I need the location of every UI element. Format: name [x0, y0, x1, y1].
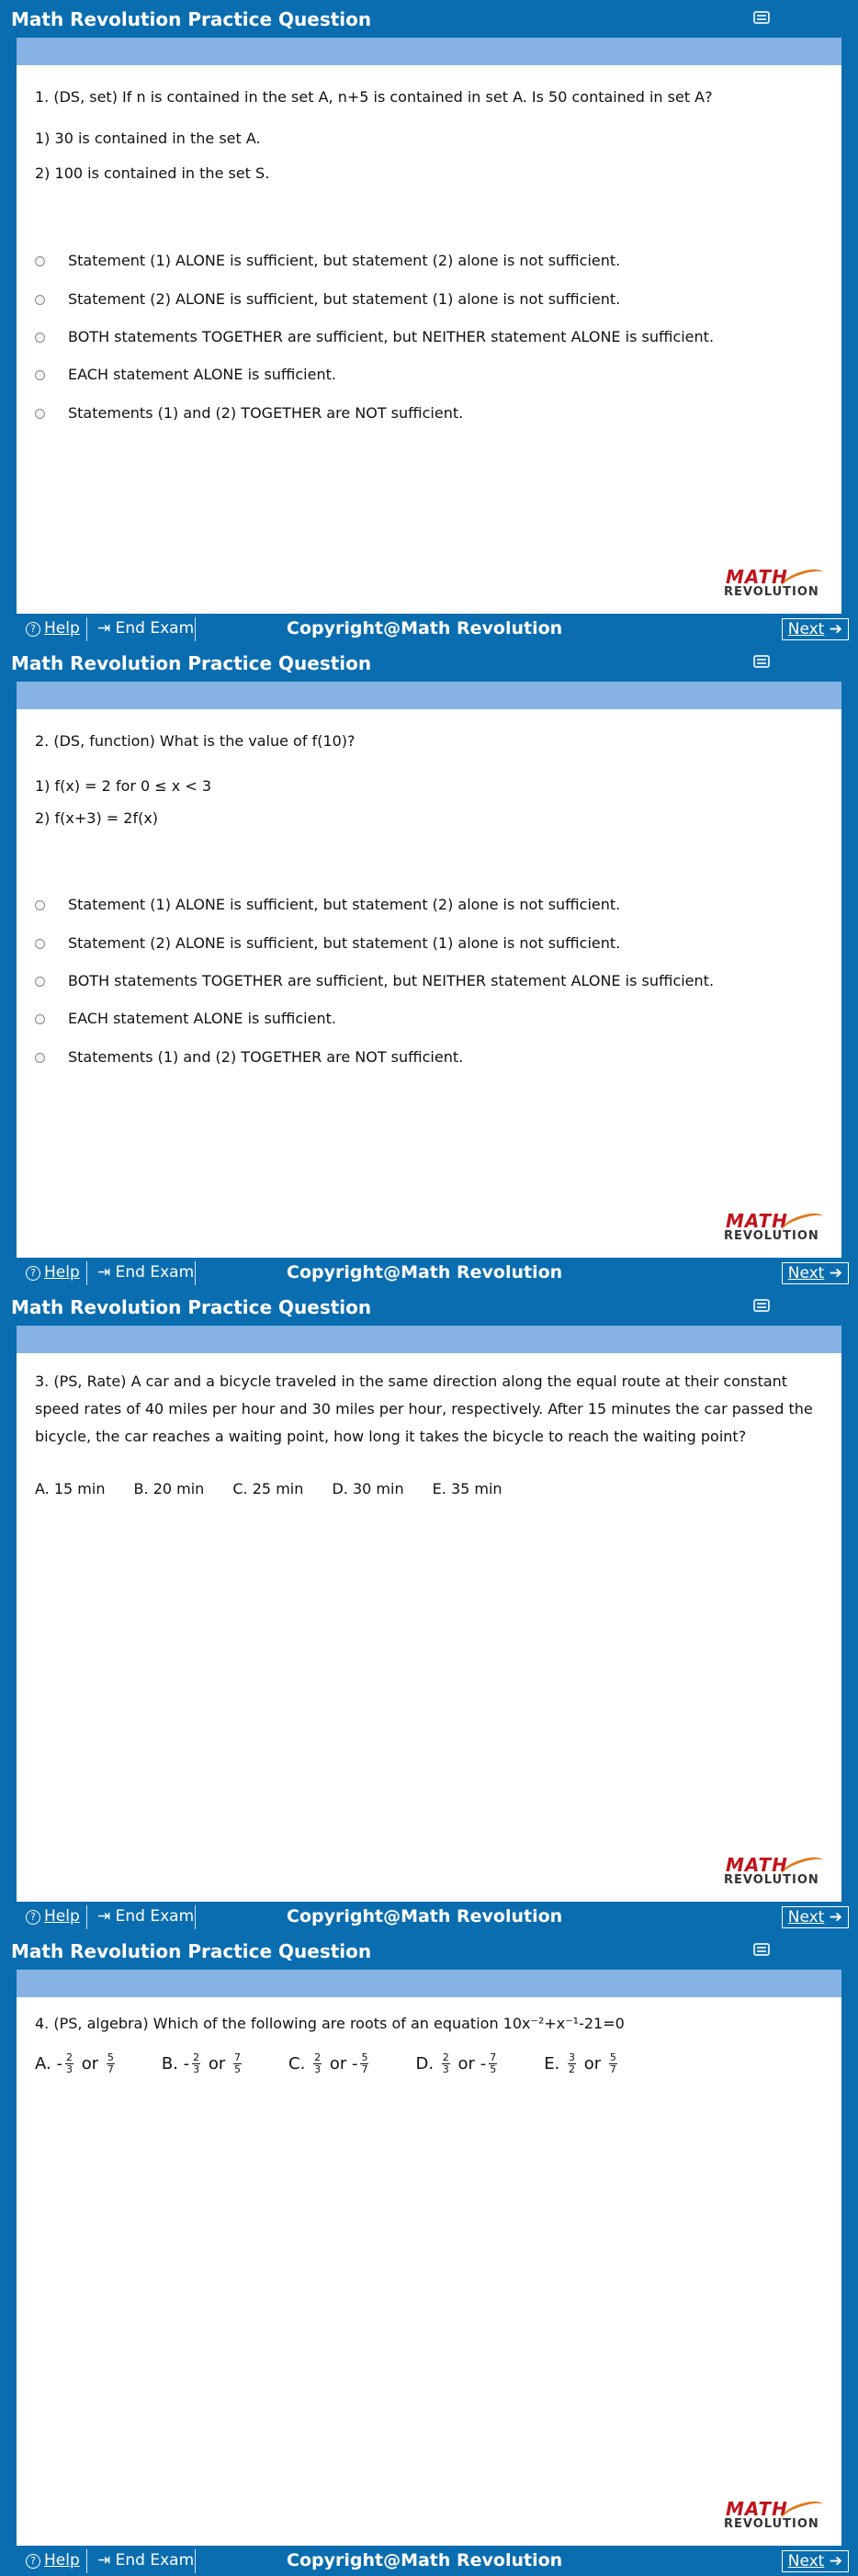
help-button[interactable]: ? Help	[26, 1907, 80, 1926]
app-title: Math Revolution Practice Question	[11, 1940, 372, 1962]
help-button[interactable]: ? Help	[26, 2551, 80, 2570]
statement-2: 2) 100 is contained in the set S.	[35, 164, 270, 182]
question-content	[17, 1997, 841, 2546]
arrow-right-icon: ➔	[829, 1264, 842, 1282]
question-text: 2. (DS, function) What is the value of f(10)?	[35, 732, 356, 750]
sub-bar	[17, 1326, 841, 1353]
sub-bar	[17, 682, 841, 709]
choice-e[interactable]: E. 35 min	[432, 1480, 502, 1497]
statement-1: 1) 30 is contained in the set A.	[35, 130, 261, 147]
sub-bar	[17, 1970, 841, 1997]
statement-2: 2) f(x+3) = 2f(x)	[35, 809, 159, 827]
choice-c[interactable]: C. 25 min	[232, 1480, 304, 1497]
calculator-icon[interactable]	[753, 1943, 770, 1956]
exit-icon: ⇥	[97, 1263, 116, 1282]
bottom-bar	[17, 2546, 858, 2576]
help-button[interactable]: ? Help	[26, 619, 80, 638]
help-button[interactable]: ? Help	[26, 1263, 80, 1282]
choice-e[interactable]: E. 3 2 or 5 7	[544, 2051, 616, 2075]
radio-button[interactable]	[35, 370, 45, 380]
bottom-bar	[17, 1902, 858, 1932]
next-button[interactable]: Next ➔	[782, 2550, 849, 2572]
math-revolution-logo: MATH REVOLUTION	[724, 1854, 827, 1891]
radio-button[interactable]	[35, 900, 45, 910]
radio-button[interactable]	[35, 409, 45, 419]
arrow-right-icon: ➔	[829, 1908, 842, 1926]
choice-a[interactable]: A. - 2 3 or 5 7	[35, 2051, 114, 2075]
question-panel-4	[0, 1932, 858, 2576]
app-title: Math Revolution Practice Question	[11, 8, 372, 30]
next-button[interactable]: Next ➔	[782, 1262, 849, 1284]
end-exam-button[interactable]: ⇥ End Exam	[97, 619, 195, 638]
radio-button[interactable]	[35, 333, 45, 343]
next-button[interactable]: Next ➔	[782, 618, 849, 640]
end-exam-button[interactable]: ⇥ End Exam	[97, 2551, 195, 2570]
exit-icon: ⇥	[97, 1907, 116, 1926]
statement-1: 1) f(x) = 2 for 0 ≤ x < 3	[35, 777, 212, 795]
question-content: 2. (DS, function) What is the value of f(10)? 1) f(x) = 2 for 0 ≤ x < 3 2) f(x+3) = 2f(x) Statement (1) ALONE is sufficient, but statement (2) alone is not sufficient. Statement (2) ALONE is sufficient, but statement (1) alone is not sufficient. BOTH statements TOGETHER are sufficient, but NEITHER statement ALONE is sufficient. EACH statement ALONE is sufficient. Statements (1) and (2) TOGETHER are NOT sufficient. MATH REVOLUTION	[17, 709, 841, 1258]
question-panel-3	[0, 1288, 858, 1932]
title-bar	[0, 1288, 858, 1325]
app-title: Math Revolution Practice Question	[11, 1296, 372, 1318]
choice-b[interactable]: B. 20 min	[133, 1480, 205, 1497]
title-bar	[0, 644, 858, 681]
question-panel-1	[0, 0, 858, 644]
radio-button[interactable]	[35, 1014, 45, 1024]
help-icon: ?	[26, 1910, 40, 1925]
radio-button[interactable]	[35, 295, 45, 305]
choice-d[interactable]: D. 30 min	[332, 1480, 404, 1497]
question-text: 3. (PS, Rate) A car and a bicycle traveled in the same direction along the equal route at their constant speed rates of 40 miles per hour and 30 miles per hour, respectively. After 15 minutes the car passed the bicycle, the car reaches a waiting point, how long it takes the bicycle to reach the waiting point?	[35, 1373, 813, 1445]
sub-bar	[17, 38, 841, 65]
next-button[interactable]: Next ➔	[782, 1906, 849, 1928]
copyright-text: Copyright@Math Revolution	[287, 1906, 563, 1926]
question-panel-2	[0, 644, 858, 1288]
answer-choices	[35, 1480, 526, 1497]
calculator-icon[interactable]	[753, 11, 770, 24]
calculator-icon[interactable]	[753, 655, 770, 668]
exit-icon: ⇥	[97, 2551, 116, 2570]
radio-button[interactable]	[35, 256, 45, 266]
help-icon: ?	[26, 622, 40, 637]
end-exam-button[interactable]: ⇥ End Exam	[97, 1907, 195, 1926]
math-revolution-logo: MATH REVOLUTION	[724, 2498, 827, 2535]
copyright-text: Copyright@Math Revolution	[287, 618, 563, 638]
title-bar	[0, 1932, 858, 1969]
choice-d[interactable]: D. 2 3 or - 7 5	[415, 2051, 497, 2075]
arrow-right-icon: ➔	[829, 620, 842, 638]
help-icon: ?	[26, 1266, 40, 1281]
help-icon: ?	[26, 2554, 40, 2569]
answer-choices	[35, 2052, 664, 2075]
question-content: 1. (DS, set) If n is contained in the set A, n+5 is contained in set A. Is 50 contained in set A? 1) 30 is contained in the set A. 2) 100 is contained in the set S. Statement (1) ALONE is sufficient, but statement (2) alone is not sufficient. Statement (2) ALONE is sufficient, but statement (1) alone is not sufficient. BOTH statements TOGETHER are sufficient, but NEITHER statement ALONE is sufficient. EACH statement ALONE is sufficient. Statements (1) and (2) TOGETHER are NOT sufficient. MATH REVOLUTION	[17, 65, 841, 614]
app-title: Math Revolution Practice Question	[11, 652, 372, 674]
question-content	[17, 1353, 841, 1902]
choice-b[interactable]: B. - 2 3 or 7 5	[161, 2051, 242, 2075]
choice-a[interactable]: A. 15 min	[35, 1480, 106, 1497]
calculator-icon[interactable]	[753, 1299, 770, 1312]
end-exam-button[interactable]: ⇥ End Exam	[97, 1263, 195, 1282]
radio-button[interactable]	[35, 977, 45, 987]
bottom-bar	[17, 1258, 858, 1288]
question-text: 4. (PS, algebra) Which of the following are roots of an equation 10x⁻²+x⁻¹-21=0	[35, 2015, 625, 2032]
question-text: 1. (DS, set) If n is contained in the set A, n+5 is contained in set A. Is 50 contained in set A?	[35, 88, 713, 106]
copyright-text: Copyright@Math Revolution	[287, 1262, 563, 1282]
radio-button[interactable]	[35, 939, 45, 949]
math-revolution-logo: MATH REVOLUTION	[724, 566, 827, 603]
arrow-right-icon: ➔	[829, 2552, 842, 2570]
title-bar	[0, 0, 858, 37]
bottom-bar	[17, 614, 858, 644]
math-revolution-logo: MATH REVOLUTION	[724, 1210, 827, 1247]
exit-icon: ⇥	[97, 619, 116, 638]
radio-button[interactable]	[35, 1053, 45, 1063]
copyright-text: Copyright@Math Revolution	[287, 2550, 563, 2570]
choice-c[interactable]: C. 2 3 or - 5 7	[288, 2051, 368, 2075]
